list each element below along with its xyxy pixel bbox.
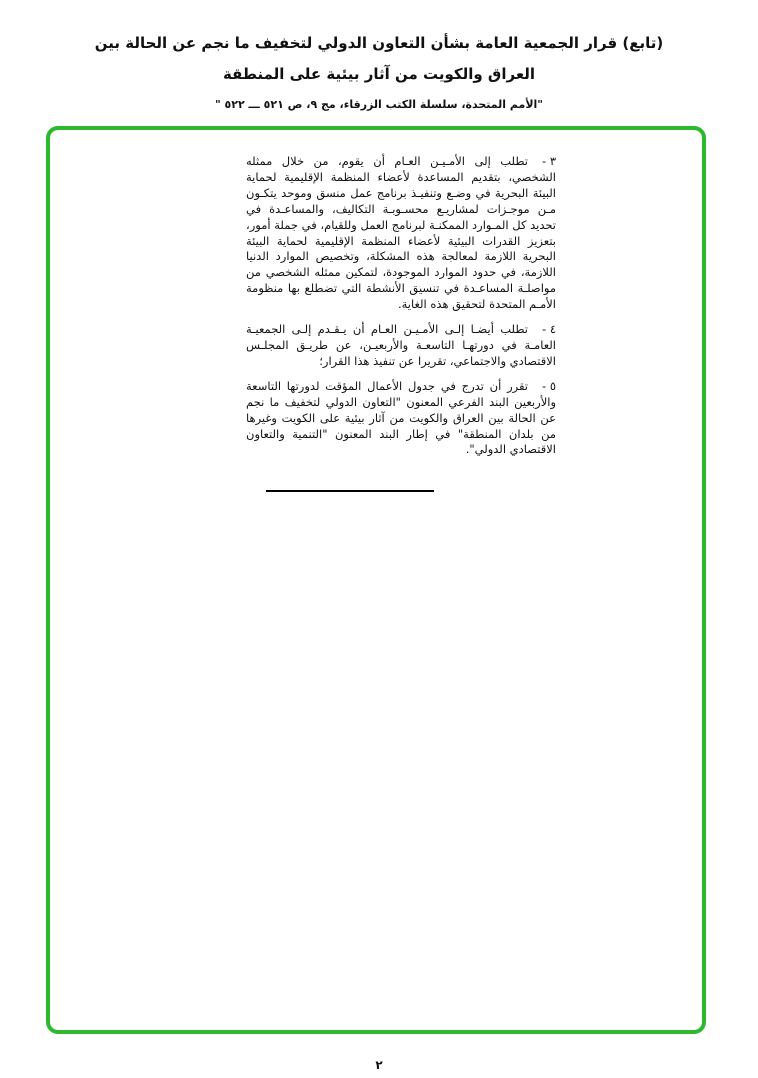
section-divider (266, 490, 434, 492)
document-title-line-1: (تابع) قرار الجمعية العامة بشأن التعاون الدولي لتخفيف ما نجم عن الحالة بين (94, 34, 664, 52)
page-number: ٢ (375, 1058, 383, 1072)
paragraph-5 (246, 379, 556, 459)
paragraph-3-text: تطلب إلى الأمـيـن العـام أن يقوم، من خلال ممثله الشخصي، بتقديم المساعدة لأعضاء المنظمة الإقليمية لحماية البيئة البحرية في وضـع وتنفيـذ برنامج عمل منسق وموحد يتكـون مـن موجـزات لمشاريـع محسـوبـة التكاليف، والمساعـدة في تحديد كل المـوارد الممكنـة لبرنامج العمل وللقيام، في جملة أمور، بتعزيز القدرات البيئية لأعضاء المنظمة الإقليمية لحماية البيئة البحرية اللازمة لمعالجة هذه المشكلة، وتخصيص الموارد الدنيا اللازمة، في حدود الموارد الموجودة، لتمكين ممثله الشخصي من مواصلـة المساعـدة في تنسيق الأنشطة التي تضطلع بها منظومة الأمـم المتحدة لتحقيق هذه الغاية. (246, 154, 556, 312)
content-box (46, 126, 706, 1034)
paragraph-5-number: ٥ - (542, 378, 556, 393)
document-header (0, 0, 758, 115)
paragraph-4-text: تطلب أيضـا إلـى الأمـيـن العـام أن يـقـدم إلـى الجمعيـة العامـة في دورتهـا التاسعـة والأربعيـن، عن طريـق المجلـس الاقتصادي والاجتماعي، تقريرا عن تنفيذ هذا القرار؛ (246, 322, 556, 368)
paragraph-3-number: ٣ - (542, 154, 556, 168)
source-citation: "الأمم المتحدة، سلسلة الكتب الزرقاء، مج ٩، ص ٥٢١ ـــ ٥٢٢ " (214, 98, 544, 111)
paragraph-4-number: ٤ - (542, 322, 556, 337)
paragraph-4 (246, 322, 556, 370)
document-title-line-2: العراق والكويت من آثار بيئية على المنطقة (222, 65, 536, 83)
paragraph-3 (246, 154, 556, 313)
body-text-column (246, 154, 556, 492)
paragraph-5-text: تقرر أن تدرج في جدول الأعمال المؤقت لدورتها التاسعة والأربعين البند الفرعي المعنون "التعاون الدولي لتخفيف ما نجم عن الحالة بين العراق والكويت من آثار بيئية على الكويت وغيرها من بلدان المنطقة" في إطار البند المعنون "التنمية والتعاون الاقتصادي الدولي". (246, 378, 556, 457)
